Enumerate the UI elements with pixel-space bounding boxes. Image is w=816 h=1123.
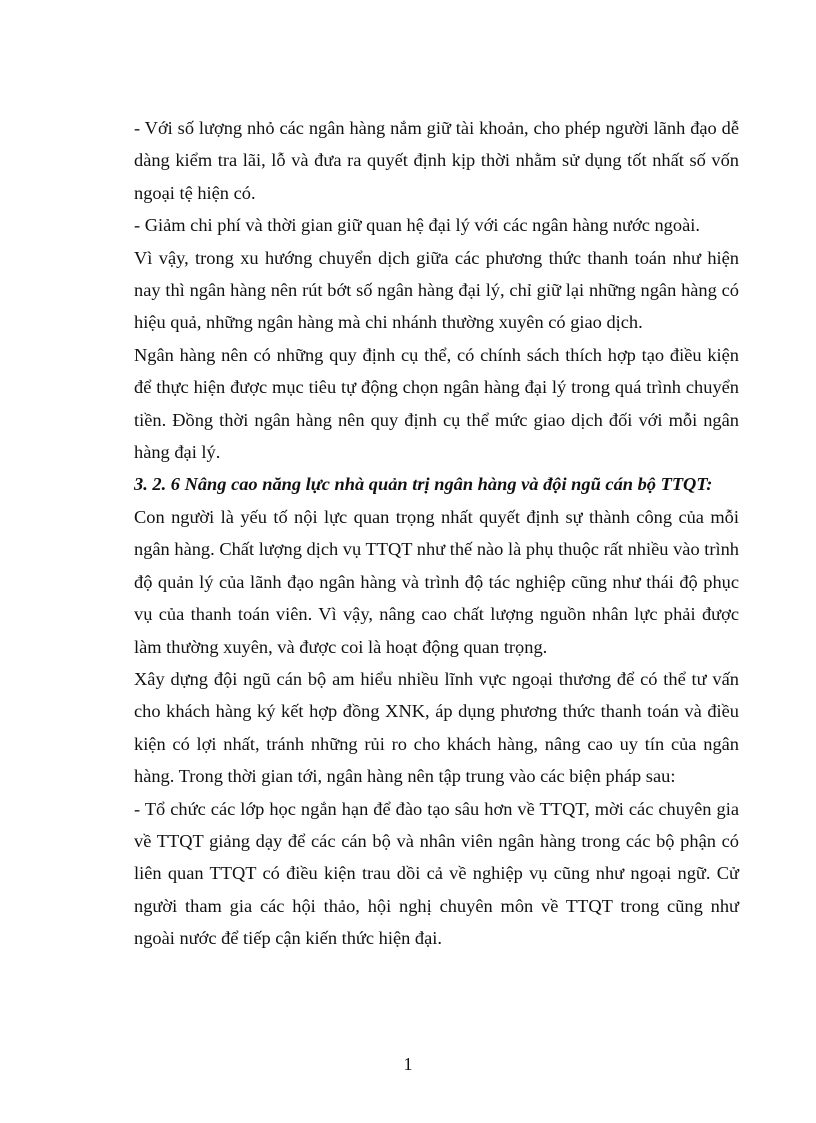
paragraph-specific-regulations: Ngân hàng nên có những quy định cụ thể, có chính sách thích hợp tạo điều kiện để thực hiện được mục tiêu tự động chọn ngân hàng đại lý trong quá trình chuyển tiền. Đồng thời ngân hàng nên quy định cụ thể mức giao dịch đối với mỗi ngân hàng đại lý. [134,344,739,463]
paragraph-reduce-correspondent-banks: Vì vậy, trong xu hướng chuyển dịch giữa các phương thức thanh toán như hiện nay thì ngân hàng nên rút bớt số ngân hàng đại lý, chỉ giữ lại những ngân hàng có hiệu quả, những ngân hàng mà chi nhánh thường xuyên có giao dịch. [134,247,739,333]
page-number: 1 [403,1054,413,1074]
paragraph-human-resources: Con người là yếu tố nội lực quan trọng nhất quyết định sự thành công của mỗi ngân hàng. Chất lượng dịch vụ TTQT như thế nào là phụ thuộc rất nhiều vào trình độ quản lý của lãnh đạo ngân hàng và trình độ tác nghiệp cũng như thái độ phục vụ của thanh toán viên. Vì vậy, nâng cao chất lượng nguồn nhân lực phải được làm thường xuyên, và được coi là hoạt động quan trọng. [134,506,739,657]
section-heading-3-2-6: 3. 2. 6 Nâng cao năng lực nhà quản trị ngân hàng và đội ngũ cán bộ TTQT: [134,474,713,495]
document-body [134,112,739,955]
paragraph-build-staff-team: Xây dựng đội ngũ cán bộ am hiểu nhiều lĩnh vực ngoại thương để có thể tư vấn cho khách hàng ký kết hợp đồng XNK, áp dụng phương thức thanh toán và điều kiện có lợi nhất, tránh những rủi ro cho khách hàng, nâng cao uy tín của ngân hàng. Trong thời gian tới, ngân hàng nên tập trung vào các biện pháp sau: [134,668,739,787]
paragraph-bullet-training-courses: - Tổ chức các lớp học ngắn hạn để đào tạo sâu hơn về TTQT, mời các chuyên gia về TTQT giảng dạy để các cán bộ và nhân viên ngân hàng trong các bộ phận có liên quan TTQT có điều kiện trau dồi cả về nghiệp vụ cũng như ngoại ngữ. Cử người tham gia các hội thảo, hội nghị chuyên môn về TTQT trong cũng như ngoài nước để tiếp cận kiến thức hiện đại. [134,798,739,949]
paragraph-bullet-small-number-banks: - Với số lượng nhỏ các ngân hàng nắm giữ tài khoản, cho phép người lãnh đạo dễ dàng kiểm tra lãi, lỗ và đưa ra quyết định kịp thời nhằm sử dụng tốt nhất số vốn ngoại tệ hiện có. [134,118,739,203]
paragraph-bullet-reduce-costs: - Giảm chi phí và thời gian giữ quan hệ đại lý với các ngân hàng nước ngoài. [134,215,700,236]
